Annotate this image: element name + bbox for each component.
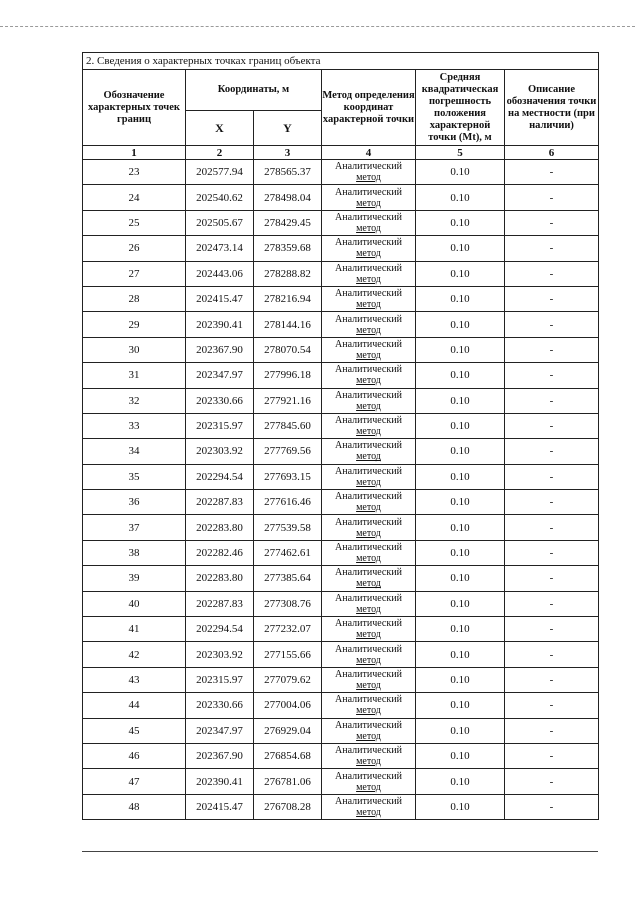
method-line-2: метод xyxy=(356,781,381,793)
point-cell: 32 xyxy=(83,388,186,413)
point-cell: 35 xyxy=(83,464,186,489)
error-cell: 0.10 xyxy=(416,617,505,642)
column-number: 2 xyxy=(186,146,254,160)
table-row xyxy=(83,769,599,794)
description-cell: - xyxy=(505,261,599,286)
method-cell xyxy=(322,667,416,692)
point-cell: 29 xyxy=(83,312,186,337)
x-cell: 202294.54 xyxy=(186,464,254,489)
table-row xyxy=(83,490,599,515)
x-cell: 202415.47 xyxy=(186,794,254,819)
description-cell: - xyxy=(505,794,599,819)
method-cell xyxy=(322,363,416,388)
method-line-1: Аналитический xyxy=(335,795,402,807)
column-number: 6 xyxy=(505,146,599,160)
method-line-2: метод xyxy=(356,629,381,641)
method-line-2: метод xyxy=(356,324,381,336)
y-cell: 277004.06 xyxy=(254,693,322,718)
method-line-2: метод xyxy=(356,400,381,412)
error-cell: 0.10 xyxy=(416,439,505,464)
method-line-1: Аналитический xyxy=(335,262,402,274)
description-cell: - xyxy=(505,667,599,692)
x-cell: 202390.41 xyxy=(186,769,254,794)
method-cell xyxy=(322,286,416,311)
description-cell: - xyxy=(505,743,599,768)
x-cell: 202315.97 xyxy=(186,413,254,438)
description-cell: - xyxy=(505,388,599,413)
table-row xyxy=(83,667,599,692)
y-cell: 277693.15 xyxy=(254,464,322,489)
x-cell: 202415.47 xyxy=(186,286,254,311)
y-cell: 277308.76 xyxy=(254,591,322,616)
error-cell: 0.10 xyxy=(416,794,505,819)
method-line-1: Аналитический xyxy=(335,592,402,604)
error-cell: 0.10 xyxy=(416,363,505,388)
description-cell: - xyxy=(505,363,599,388)
point-cell: 47 xyxy=(83,769,186,794)
method-cell xyxy=(322,236,416,261)
x-cell: 202367.90 xyxy=(186,743,254,768)
column-number-row xyxy=(83,146,599,160)
y-cell: 277996.18 xyxy=(254,363,322,388)
error-cell: 0.10 xyxy=(416,337,505,362)
x-cell: 202443.06 xyxy=(186,261,254,286)
method-cell xyxy=(322,769,416,794)
description-cell: - xyxy=(505,464,599,489)
method-line-1: Аналитический xyxy=(335,770,402,782)
table-row xyxy=(83,363,599,388)
boundary-points-table xyxy=(82,52,599,820)
method-line-2: метод xyxy=(356,299,381,311)
method-line-2: метод xyxy=(356,375,381,387)
method-line-1: Аналитический xyxy=(335,161,402,173)
description-cell: - xyxy=(505,312,599,337)
table-row xyxy=(83,236,599,261)
method-line-1: Аналитический xyxy=(335,491,402,503)
method-cell xyxy=(322,160,416,185)
point-cell: 25 xyxy=(83,210,186,235)
method-line-2: метод xyxy=(356,349,381,361)
y-cell: 276854.68 xyxy=(254,743,322,768)
table-row xyxy=(83,388,599,413)
x-cell: 202505.67 xyxy=(186,210,254,235)
method-line-1: Аналитический xyxy=(335,364,402,376)
point-cell: 48 xyxy=(83,794,186,819)
y-cell: 278429.45 xyxy=(254,210,322,235)
method-line-2: метод xyxy=(356,222,381,234)
error-cell: 0.10 xyxy=(416,515,505,540)
x-cell: 202283.80 xyxy=(186,515,254,540)
x-cell: 202390.41 xyxy=(186,312,254,337)
y-cell: 277385.64 xyxy=(254,566,322,591)
method-line-2: метод xyxy=(356,756,381,768)
error-cell: 0.10 xyxy=(416,261,505,286)
method-line-1: Аналитический xyxy=(335,186,402,198)
y-cell: 278288.82 xyxy=(254,261,322,286)
point-cell: 40 xyxy=(83,591,186,616)
description-cell: - xyxy=(505,160,599,185)
table-row xyxy=(83,185,599,210)
method-line-1: Аналитический xyxy=(335,465,402,477)
x-cell: 202315.97 xyxy=(186,667,254,692)
method-line-1: Аналитический xyxy=(335,694,402,706)
x-cell: 202330.66 xyxy=(186,388,254,413)
y-cell: 277079.62 xyxy=(254,667,322,692)
description-cell: - xyxy=(505,769,599,794)
description-cell: - xyxy=(505,566,599,591)
method-line-1: Аналитический xyxy=(335,643,402,655)
error-cell: 0.10 xyxy=(416,566,505,591)
method-cell xyxy=(322,642,416,667)
method-line-2: метод xyxy=(356,680,381,691)
y-cell: 278565.37 xyxy=(254,160,322,185)
point-cell: 37 xyxy=(83,515,186,540)
description-cell: - xyxy=(505,337,599,362)
error-cell: 0.10 xyxy=(416,540,505,565)
method-line-2: метод xyxy=(356,527,381,539)
error-cell: 0.10 xyxy=(416,591,505,616)
description-cell: - xyxy=(505,439,599,464)
description-cell: - xyxy=(505,642,599,667)
column-number: 1 xyxy=(83,146,186,160)
x-cell: 202540.62 xyxy=(186,185,254,210)
point-cell: 28 xyxy=(83,286,186,311)
description-cell: - xyxy=(505,413,599,438)
error-cell: 0.10 xyxy=(416,667,505,692)
point-cell: 33 xyxy=(83,413,186,438)
point-cell: 24 xyxy=(83,185,186,210)
method-line-2: метод xyxy=(356,578,381,590)
error-cell: 0.10 xyxy=(416,642,505,667)
y-cell: 277921.16 xyxy=(254,388,322,413)
error-cell: 0.10 xyxy=(416,693,505,718)
method-cell xyxy=(322,312,416,337)
table-row xyxy=(83,617,599,642)
method-line-2: метод xyxy=(356,705,381,717)
method-cell xyxy=(322,337,416,362)
x-cell: 202287.83 xyxy=(186,591,254,616)
x-cell: 202303.92 xyxy=(186,642,254,667)
x-cell: 202303.92 xyxy=(186,439,254,464)
method-line-2: метод xyxy=(356,248,381,260)
method-cell xyxy=(322,210,416,235)
method-cell xyxy=(322,591,416,616)
x-cell: 202283.80 xyxy=(186,566,254,591)
method-line-1: Аналитический xyxy=(335,719,402,731)
table-row xyxy=(83,160,599,185)
table-row xyxy=(83,261,599,286)
table-row xyxy=(83,286,599,311)
method-line-1: Аналитический xyxy=(335,211,402,223)
method-cell xyxy=(322,413,416,438)
y-cell: 277462.61 xyxy=(254,540,322,565)
table-row xyxy=(83,515,599,540)
description-cell: - xyxy=(505,185,599,210)
method-line-1: Аналитический xyxy=(335,415,402,427)
y-cell: 277539.58 xyxy=(254,515,322,540)
table-row xyxy=(83,413,599,438)
header-point-designation: Обозначение характерных точек границ xyxy=(83,70,186,146)
description-cell: - xyxy=(505,490,599,515)
header-description: Описание обозначения точки на местности (при наличии) xyxy=(505,70,599,146)
x-cell: 202347.97 xyxy=(186,363,254,388)
table-row xyxy=(83,439,599,464)
method-cell xyxy=(322,617,416,642)
x-cell: 202473.14 xyxy=(186,236,254,261)
header-error: Средняя квадратическая погрешность положения характерной точки (Mt), м xyxy=(416,70,505,146)
table-row xyxy=(83,743,599,768)
method-line-1: Аналитический xyxy=(335,567,402,579)
point-cell: 42 xyxy=(83,642,186,667)
y-cell: 277155.66 xyxy=(254,642,322,667)
error-cell: 0.10 xyxy=(416,160,505,185)
point-cell: 36 xyxy=(83,490,186,515)
y-cell: 277845.60 xyxy=(254,413,322,438)
header-coordinates: Координаты, м xyxy=(186,70,322,111)
method-line-2: метод xyxy=(356,172,381,184)
point-cell: 39 xyxy=(83,566,186,591)
top-divider xyxy=(0,26,635,27)
y-cell: 276708.28 xyxy=(254,794,322,819)
method-line-1: Аналитический xyxy=(335,542,402,554)
method-line-1: Аналитический xyxy=(335,745,402,757)
document-page xyxy=(82,52,598,820)
description-cell: - xyxy=(505,591,599,616)
error-cell: 0.10 xyxy=(416,286,505,311)
error-cell: 0.10 xyxy=(416,413,505,438)
error-cell: 0.10 xyxy=(416,185,505,210)
method-line-2: метод xyxy=(356,476,381,488)
point-cell: 26 xyxy=(83,236,186,261)
description-cell: - xyxy=(505,236,599,261)
method-line-1: Аналитический xyxy=(335,669,402,680)
table-row xyxy=(83,464,599,489)
error-cell: 0.10 xyxy=(416,769,505,794)
method-cell xyxy=(322,718,416,743)
table-body xyxy=(83,160,599,820)
table-row xyxy=(83,591,599,616)
method-cell xyxy=(322,566,416,591)
description-cell: - xyxy=(505,718,599,743)
point-cell: 46 xyxy=(83,743,186,768)
point-cell: 43 xyxy=(83,667,186,692)
table-row xyxy=(83,210,599,235)
table-row xyxy=(83,693,599,718)
x-cell: 202294.54 xyxy=(186,617,254,642)
x-cell: 202347.97 xyxy=(186,718,254,743)
description-cell: - xyxy=(505,286,599,311)
column-number: 4 xyxy=(322,146,416,160)
error-cell: 0.10 xyxy=(416,464,505,489)
section-title: 2. Сведения о характерных точках границ объекта xyxy=(83,53,599,70)
method-cell xyxy=(322,464,416,489)
method-line-1: Аналитический xyxy=(335,516,402,528)
method-line-1: Аналитический xyxy=(335,288,402,300)
error-cell: 0.10 xyxy=(416,388,505,413)
point-cell: 27 xyxy=(83,261,186,286)
y-cell: 277232.07 xyxy=(254,617,322,642)
column-number: 5 xyxy=(416,146,505,160)
point-cell: 38 xyxy=(83,540,186,565)
description-cell: - xyxy=(505,210,599,235)
method-line-2: метод xyxy=(356,197,381,209)
error-cell: 0.10 xyxy=(416,312,505,337)
method-line-2: метод xyxy=(356,654,381,666)
table-row xyxy=(83,540,599,565)
method-line-1: Аналитический xyxy=(335,618,402,630)
method-line-2: метод xyxy=(356,730,381,742)
y-cell: 277769.56 xyxy=(254,439,322,464)
point-cell: 23 xyxy=(83,160,186,185)
method-cell xyxy=(322,515,416,540)
point-cell: 34 xyxy=(83,439,186,464)
error-cell: 0.10 xyxy=(416,490,505,515)
method-cell xyxy=(322,185,416,210)
method-cell xyxy=(322,261,416,286)
method-line-1: Аналитический xyxy=(335,313,402,325)
column-number: 3 xyxy=(254,146,322,160)
error-cell: 0.10 xyxy=(416,743,505,768)
method-line-2: метод xyxy=(356,806,381,818)
description-cell: - xyxy=(505,540,599,565)
method-line-2: метод xyxy=(356,553,381,565)
header-y: Y xyxy=(254,111,322,146)
method-cell xyxy=(322,693,416,718)
x-cell: 202287.83 xyxy=(186,490,254,515)
method-line-1: Аналитический xyxy=(335,237,402,249)
method-line-1: Аналитический xyxy=(335,389,402,401)
description-cell: - xyxy=(505,515,599,540)
point-cell: 45 xyxy=(83,718,186,743)
x-cell: 202282.46 xyxy=(186,540,254,565)
table-row xyxy=(83,566,599,591)
method-line-2: метод xyxy=(356,426,381,438)
description-cell: - xyxy=(505,617,599,642)
y-cell: 278070.54 xyxy=(254,337,322,362)
y-cell: 278216.94 xyxy=(254,286,322,311)
method-line-2: метод xyxy=(356,603,381,615)
point-cell: 30 xyxy=(83,337,186,362)
header-method: Метод определения координат характерной точки xyxy=(322,70,416,146)
point-cell: 44 xyxy=(83,693,186,718)
method-cell xyxy=(322,439,416,464)
header-x: X xyxy=(186,111,254,146)
method-cell xyxy=(322,490,416,515)
point-cell: 41 xyxy=(83,617,186,642)
x-cell: 202367.90 xyxy=(186,337,254,362)
error-cell: 0.10 xyxy=(416,210,505,235)
method-cell xyxy=(322,540,416,565)
error-cell: 0.10 xyxy=(416,718,505,743)
method-line-1: Аналитический xyxy=(335,440,402,452)
table-row xyxy=(83,794,599,819)
y-cell: 277616.46 xyxy=(254,490,322,515)
y-cell: 276781.06 xyxy=(254,769,322,794)
point-cell: 31 xyxy=(83,363,186,388)
method-cell xyxy=(322,388,416,413)
method-cell xyxy=(322,794,416,819)
y-cell: 278144.16 xyxy=(254,312,322,337)
method-line-2: метод xyxy=(356,451,381,463)
x-cell: 202330.66 xyxy=(186,693,254,718)
table-row xyxy=(83,642,599,667)
error-cell: 0.10 xyxy=(416,236,505,261)
table-row xyxy=(83,718,599,743)
bottom-divider xyxy=(82,851,598,852)
y-cell: 276929.04 xyxy=(254,718,322,743)
description-cell: - xyxy=(505,693,599,718)
y-cell: 278359.68 xyxy=(254,236,322,261)
method-cell xyxy=(322,743,416,768)
x-cell: 202577.94 xyxy=(186,160,254,185)
method-line-1: Аналитический xyxy=(335,338,402,350)
y-cell: 278498.04 xyxy=(254,185,322,210)
method-line-2: метод xyxy=(356,273,381,285)
method-line-2: метод xyxy=(356,502,381,514)
table-row xyxy=(83,337,599,362)
table-row xyxy=(83,312,599,337)
